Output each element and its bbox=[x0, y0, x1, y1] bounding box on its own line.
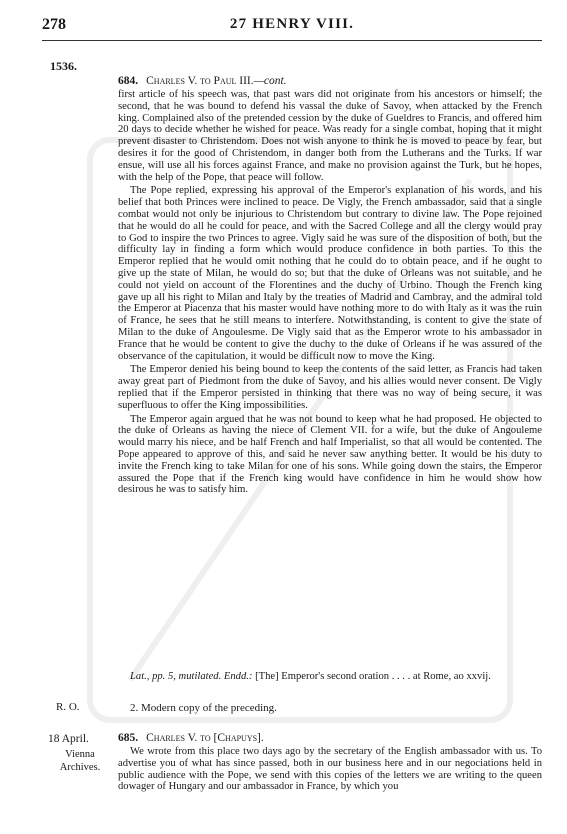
entry-continued: —cont. bbox=[253, 75, 287, 87]
paragraph: We wrote from this place two days ago by the secretary of the English ambassador with us. To advertise you of what has since passed, both in our business here and in our negociations held in public audience with the Pope, we send with this copies of the letters we are writing to the queen dowager of Hungary and our ambassador in France, by which you bbox=[118, 746, 542, 793]
paragraph: The Pope replied, expressing his approval of the Emperor's explanation of his words, and his belief that both Princes were inclined to peace. De Vigly, the French ambassador, said that a single combat would not only be injurious to Christendom but contrary to divine law. The Pope rejoined that he would do all he could for peace, and with the Sacred College and all the clergy would pray to God to inspire the two Princes to agree. Vigly said he was sure of the disposition of both, but the difficulty lay in finding a form which would produce confidence in both parties. To this the Emperor replied that he would omit nothing that he could do to obtain peace, and if he ought to give up the state of Milan, he would do so; but that the duke of Orleans was not suitable, and he could not yield on account of the Florentines and the duchy of Urbino. Though the French king gave up all his right to Milan and Italy by the treaties of Madrid and Cambray, and the admiral told the Emperor at Piacenza that his master would have nothing more to do with Italy as it was the ruin of France, he sees that he still means to interfere. Notwithstanding, is content to give the state of Milan to the duke of Angoulesme. De Vigly said that as the Emperor wrote to his ambassador in France that he would be content to give the duchy to the duke of Orleans if he was assured of the observance of the capitulation, it would be difficult now to move the King. bbox=[118, 185, 542, 362]
page-header bbox=[42, 16, 542, 38]
entry-684-heading bbox=[118, 75, 287, 87]
entry-title: Charles V. to Paul III. bbox=[146, 75, 254, 87]
entry-number: 684. bbox=[118, 75, 139, 87]
entry-685-heading bbox=[118, 732, 264, 744]
margin-date: 18 April. bbox=[48, 733, 89, 745]
margin-ro: R. O. bbox=[56, 701, 80, 713]
entry-title: Charles V. to [Chapuys]. bbox=[146, 732, 264, 744]
margin-year: 1536. bbox=[50, 59, 77, 73]
entry-number: 685. bbox=[118, 732, 139, 744]
source-note bbox=[130, 671, 542, 683]
source-note-italic: Lat., pp. 5, mutilated. Endd.: bbox=[130, 671, 253, 682]
paragraph: first article of his speech was, that past wars did not originate from his ancestors or himself; the second, that he was bound to defend his vassal the duke of Savoy, when attacked by the French king. Complained also of the pretended cession by the duke of Gueldres to Francis, and offered him 20 days to decide whether he wished for peace. Was ready for a single combat, hoping that it might prevent disaster to Christendom. Does not wish anyone to think he is moved to peace by fear, but desires it for the good of Christendom, in danger both from the Lutherans and the Turks. If war ensue, will use all his forces against France, and make no provision against the Turk, but he hopes, with the help of the Pope, that peace will follow. bbox=[118, 89, 542, 183]
page-number: 278 bbox=[42, 16, 66, 33]
entry-684-body bbox=[118, 89, 542, 701]
header-rule bbox=[42, 40, 542, 41]
paragraph: The Emperor denied his being bound to keep the contents of the said letter, as Francis had taken away great part of Piedmont from the duke of Savoy, and his allies would never consent. De Vigly replied that if the Emperor persisted in thinking that there was no way of being secure, it was superfluous to offer the King impossibilities. bbox=[118, 364, 542, 411]
copy-note: 2. Modern copy of the preceding. bbox=[130, 702, 277, 714]
entry-685-body bbox=[118, 746, 542, 826]
margin-archive: Vienna Archives. bbox=[59, 749, 101, 773]
source-note-text: [The] Emperor's second oration . . . . at Rome, ao xxvij. bbox=[252, 671, 491, 682]
paragraph: The Emperor again argued that he was not bound to keep what he had proposed. He objected to the duke of Orleans as having the niece of Clement VII. for a wife, but the duke of Angouleme would marry his niece, and be half French and half Imperialist, so that all would be contented. The Pope appeared to approve of this, and said he never saw anything better. It would be his duty to invite the French king to take Milan for one of his sons. While going down the stairs, the Emperor assured the Pope that if the French king would have confidence in him he would show how desirous he was to satisfy him. bbox=[118, 413, 542, 496]
running-head: 27 HENRY VIII. bbox=[229, 16, 355, 32]
